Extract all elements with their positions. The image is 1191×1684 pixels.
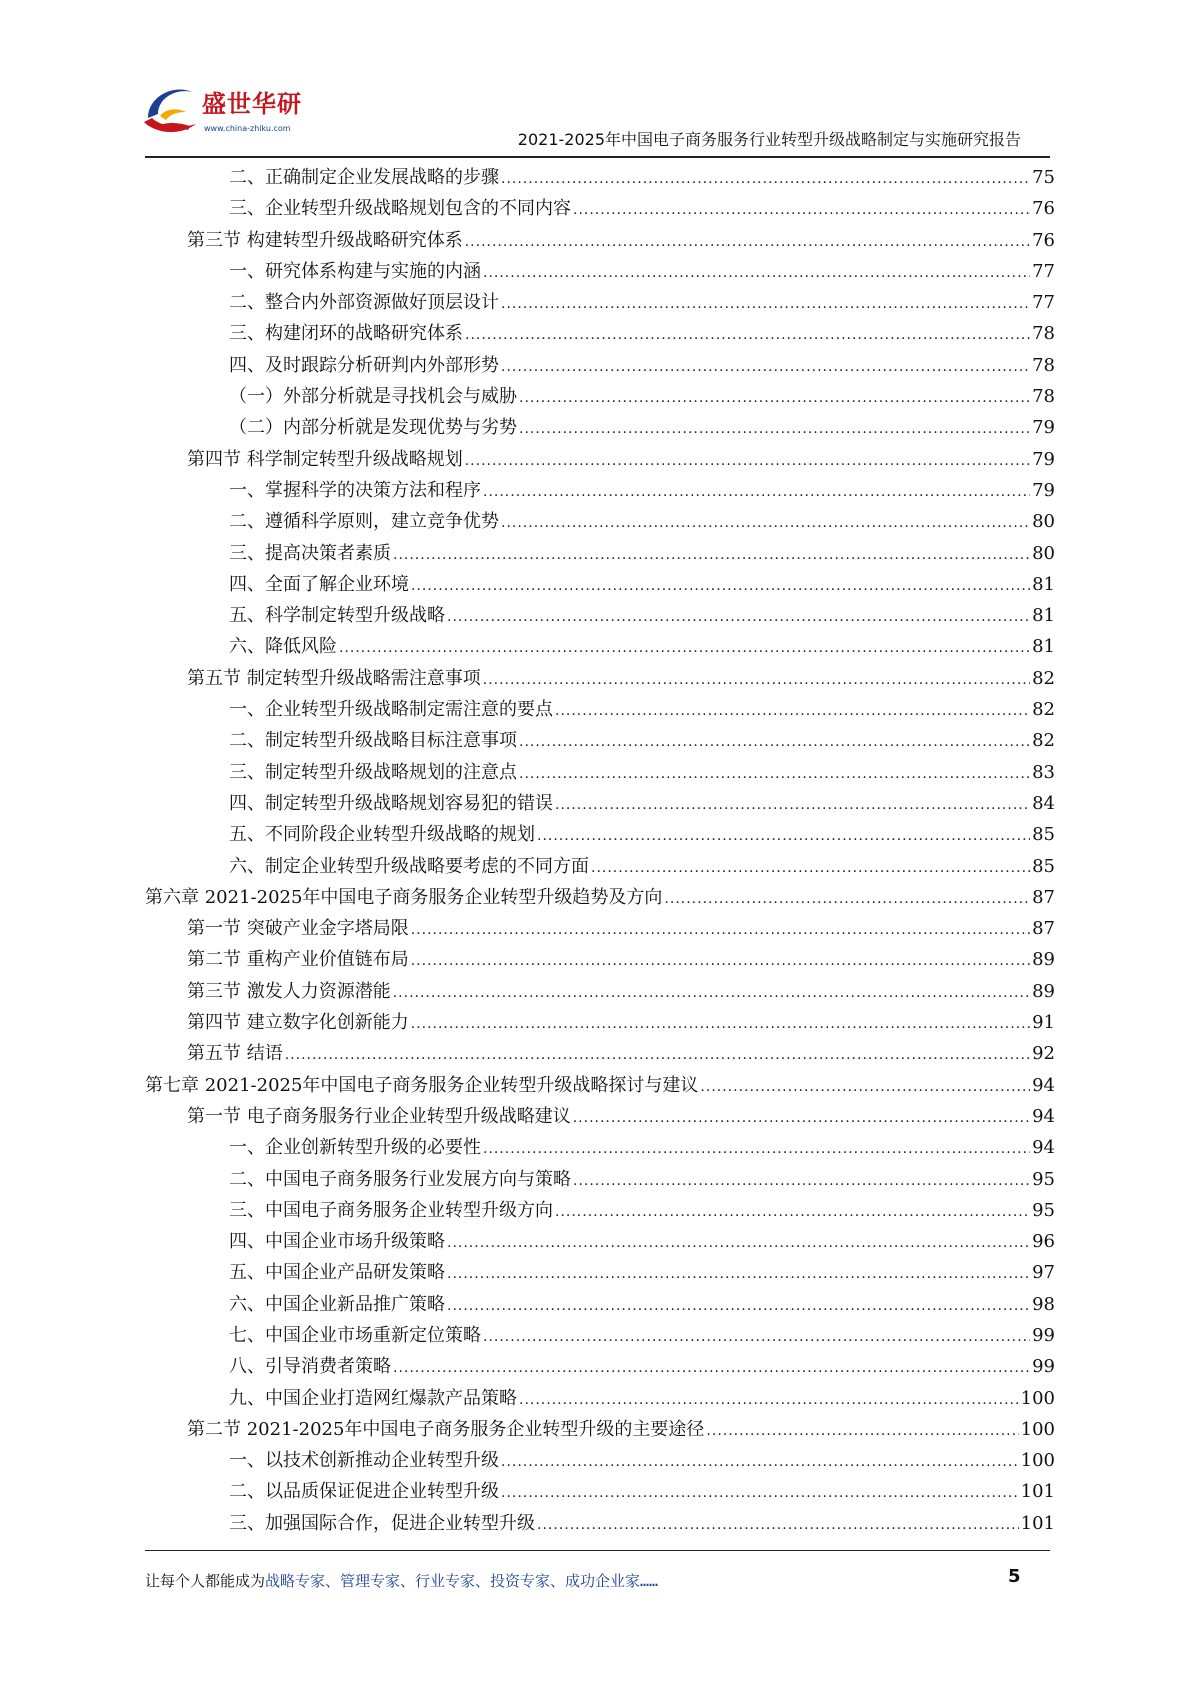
toc-entry-title: 第七章 2021-2025年中国电子商务服务企业转型升级战略探讨与建议 (145, 1074, 699, 1096)
toc-entry-title: 第二节 2021-2025年中国电子商务服务企业转型升级的主要途径 (187, 1418, 705, 1440)
toc-entry[interactable] (145, 1351, 1055, 1382)
footer-slogan-roles: 战略专家、管理专家、行业专家、投资专家、成功企业家…… (265, 1572, 659, 1590)
toc-leader-dots (411, 915, 1030, 946)
toc-leader-dots (519, 414, 1030, 445)
toc-entry-title: 五、中国企业产品研发策略 (229, 1262, 445, 1284)
toc-entry[interactable] (145, 225, 1055, 256)
toc-entry-page: 99 (1032, 1324, 1055, 1346)
toc-entry[interactable] (145, 1289, 1055, 1320)
page-number: 5 (1008, 1566, 1021, 1587)
toc-entry-title: 四、及时跟踪分析研判内外部形势 (229, 354, 499, 376)
toc-entry[interactable] (145, 694, 1055, 725)
toc-entry-title: 第六章 2021-2025年中国电子商务服务企业转型升级趋势及方向 (145, 886, 663, 908)
toc-entry-title: 第三节 构建转型升级战略研究体系 (187, 229, 463, 251)
toc-leader-dots (706, 1416, 1018, 1447)
toc-entry-title: 三、企业转型升级战略规划包含的不同内容 (229, 198, 571, 220)
toc-entry[interactable] (145, 1476, 1055, 1507)
toc-leader-dots (573, 195, 1030, 226)
toc-leader-dots (501, 164, 1030, 195)
toc-entry-page: 98 (1032, 1293, 1055, 1315)
toc-leader-dots (501, 1447, 1019, 1478)
toc-entry[interactable] (145, 913, 1055, 944)
toc-entry-title: 四、全面了解企业环境 (229, 573, 409, 595)
toc-entry-title: 第四节 科学制定转型升级战略规划 (187, 448, 463, 470)
toc-entry-title: 第五节 制定转型升级战略需注意事项 (187, 667, 481, 689)
toc-leader-dots (501, 289, 1030, 320)
toc-entry[interactable] (145, 631, 1055, 662)
logo-text: 盛世华研 (202, 90, 302, 118)
toc-entry-page: 82 (1032, 667, 1055, 689)
toc-entry[interactable] (145, 475, 1055, 506)
toc-entry[interactable] (145, 1257, 1055, 1288)
toc-leader-dots (483, 1322, 1030, 1353)
toc-entry-title: 第四节 建立数字化创新能力 (187, 1012, 409, 1034)
toc-entry-title: 二、制定转型升级战略目标注意事项 (229, 730, 517, 752)
toc-leader-dots (393, 1353, 1030, 1384)
toc-leader-dots (537, 821, 1030, 852)
toc-entry-page: 76 (1032, 198, 1055, 220)
toc-entry-title: 第一节 突破产业金字塔局限 (187, 918, 409, 940)
toc-entry[interactable] (145, 1007, 1055, 1038)
company-logo (140, 78, 320, 152)
toc-entry-page: 100 (1020, 1418, 1055, 1440)
toc-entry-page: 85 (1032, 824, 1055, 846)
toc-entry-page: 79 (1032, 479, 1055, 501)
toc-entry-title: 六、中国企业新品推广策略 (229, 1293, 445, 1315)
toc-leader-dots (285, 1040, 1030, 1071)
toc-entry-title: 五、不同阶段企业转型升级战略的规划 (229, 824, 535, 846)
toc-entry[interactable] (145, 412, 1055, 443)
toc-entry-title: 第二节 重构产业价值链布局 (187, 949, 409, 971)
toc-leader-dots (483, 477, 1030, 508)
toc-entry[interactable] (145, 944, 1055, 975)
toc-entry-page: 81 (1032, 605, 1055, 627)
toc-entry[interactable] (145, 725, 1055, 756)
toc-leader-dots (465, 320, 1030, 351)
logo-url: www.china-zhiku.com (204, 124, 291, 133)
toc-leader-dots (573, 1166, 1030, 1197)
toc-entry-page: 83 (1032, 761, 1055, 783)
toc-entry-page: 81 (1032, 573, 1055, 595)
toc-entry-title: 六、降低风险 (229, 636, 337, 658)
toc-entry-page: 79 (1032, 448, 1055, 470)
toc-entry-title: 八、引导消费者策略 (229, 1356, 391, 1378)
toc-entry[interactable] (145, 1164, 1055, 1195)
toc-entry-title: 一、企业转型升级战略制定需注意的要点 (229, 699, 553, 721)
footer-divider (145, 1550, 1050, 1551)
toc-entry-page: 79 (1032, 417, 1055, 439)
toc-entry-page: 76 (1032, 229, 1055, 251)
toc-entry-page: 80 (1032, 511, 1055, 533)
toc-leader-dots (519, 727, 1030, 758)
toc-entry-page: 101 (1020, 1512, 1055, 1534)
toc-leader-dots (537, 1510, 1019, 1541)
table-of-contents (145, 162, 1055, 1539)
toc-leader-dots (393, 540, 1030, 571)
toc-entry[interactable] (145, 1445, 1055, 1476)
toc-entry-page: 94 (1032, 1137, 1055, 1159)
toc-entry-title: 二、中国电子商务服务行业发展方向与策略 (229, 1168, 571, 1190)
toc-leader-dots (573, 1103, 1030, 1134)
toc-leader-dots (465, 227, 1030, 258)
toc-leader-dots (483, 1134, 1030, 1165)
toc-entry-title: 第五节 结语 (187, 1043, 283, 1065)
toc-entry-page: 89 (1032, 949, 1055, 971)
toc-entry[interactable] (145, 663, 1055, 694)
toc-entry[interactable] (145, 1414, 1055, 1445)
toc-leader-dots (664, 884, 1030, 915)
toc-entry-page: 100 (1020, 1450, 1055, 1472)
toc-leader-dots (447, 1291, 1030, 1322)
toc-leader-dots (483, 665, 1030, 696)
toc-entry[interactable] (145, 506, 1055, 537)
toc-entry-page: 94 (1032, 1105, 1055, 1127)
toc-entry-page: 94 (1032, 1074, 1055, 1096)
toc-leader-dots (519, 759, 1030, 790)
toc-entry-page: 78 (1032, 323, 1055, 345)
toc-leader-dots (465, 446, 1030, 477)
toc-entry-title: 三、制定转型升级战略规划的注意点 (229, 761, 517, 783)
toc-entry-title: 三、加强国际合作，促进企业转型升级 (229, 1512, 535, 1534)
toc-entry-title: 一、掌握科学的决策方法和程序 (229, 479, 481, 501)
toc-entry-title: 二、以品质保证促进企业转型升级 (229, 1481, 499, 1503)
toc-entry-title: 二、整合内外部资源做好顶层设计 (229, 292, 499, 314)
toc-entry-title: （一）外部分析就是寻找机会与威胁 (229, 386, 517, 408)
toc-entry-page: 101 (1020, 1481, 1055, 1503)
toc-entry-page: 77 (1032, 260, 1055, 282)
toc-entry[interactable] (145, 1508, 1055, 1539)
toc-entry-page: 81 (1032, 636, 1055, 658)
toc-entry[interactable] (145, 1070, 1055, 1101)
toc-entry-page: 96 (1032, 1231, 1055, 1253)
toc-entry-page: 91 (1032, 1012, 1055, 1034)
toc-leader-dots (411, 1009, 1030, 1040)
toc-leader-dots (483, 258, 1030, 289)
toc-entry-page: 77 (1032, 292, 1055, 314)
toc-leader-dots (393, 978, 1030, 1009)
toc-entry[interactable] (145, 788, 1055, 819)
toc-entry-page: 82 (1032, 699, 1055, 721)
toc-entry[interactable] (145, 1383, 1055, 1414)
toc-entry-page: 99 (1032, 1356, 1055, 1378)
toc-entry-title: 二、正确制定企业发展战略的步骤 (229, 167, 499, 188)
toc-entry-page: 97 (1032, 1262, 1055, 1284)
toc-entry[interactable] (145, 882, 1055, 913)
toc-entry-page: 89 (1032, 980, 1055, 1002)
toc-entry-title: 三、构建闭环的战略研究体系 (229, 323, 463, 345)
toc-leader-dots (339, 633, 1030, 664)
toc-leader-dots (411, 946, 1030, 977)
toc-entry-page: 95 (1032, 1168, 1055, 1190)
toc-entry[interactable] (145, 256, 1055, 287)
toc-entry-page: 95 (1032, 1199, 1055, 1221)
toc-entry[interactable] (145, 381, 1055, 412)
toc-entry-page: 100 (1020, 1387, 1055, 1409)
header-divider (145, 156, 1050, 158)
toc-entry-page: 92 (1032, 1043, 1055, 1065)
toc-entry[interactable] (145, 1038, 1055, 1069)
footer-slogan-prefix: 让每个人都能成为 (145, 1572, 266, 1590)
toc-entry-page: 87 (1032, 918, 1055, 940)
toc-entry[interactable] (145, 976, 1055, 1007)
toc-entry[interactable] (145, 1320, 1055, 1351)
toc-entry[interactable] (145, 318, 1055, 349)
toc-entry-title: 第三节 激发人力资源潜能 (187, 980, 391, 1002)
toc-entry[interactable] (145, 162, 1055, 193)
toc-leader-dots (555, 790, 1030, 821)
report-title: 2021-2025年中国电子商务服务行业转型升级战略制定与实施研究报告 (517, 130, 1021, 149)
toc-leader-dots (447, 602, 1030, 633)
toc-entry-page: 87 (1032, 886, 1055, 908)
toc-entry-page: 80 (1032, 542, 1055, 564)
toc-entry-title: 九、中国企业打造网红爆款产品策略 (229, 1387, 517, 1409)
logo-emblem-icon (140, 78, 204, 142)
toc-entry[interactable] (145, 287, 1055, 318)
toc-entry[interactable] (145, 1195, 1055, 1226)
toc-entry[interactable] (145, 1132, 1055, 1163)
toc-leader-dots (447, 1259, 1030, 1290)
toc-entry[interactable] (145, 350, 1055, 381)
toc-entry[interactable] (145, 193, 1055, 224)
toc-entry[interactable] (145, 757, 1055, 788)
toc-entry-page: 78 (1032, 386, 1055, 408)
toc-leader-dots (501, 1478, 1019, 1509)
toc-entry-title: 五、科学制定转型升级战略 (229, 605, 445, 627)
toc-entry-title: 一、企业创新转型升级的必要性 (229, 1137, 481, 1159)
toc-leader-dots (555, 1197, 1030, 1228)
toc-entry-title: 一、研究体系构建与实施的内涵 (229, 260, 481, 282)
toc-entry-page: 78 (1032, 354, 1055, 376)
toc-entry-title: （二）内部分析就是发现优势与劣势 (229, 417, 517, 439)
toc-leader-dots (700, 1072, 1030, 1103)
toc-entry-title: 七、中国企业市场重新定位策略 (229, 1324, 481, 1346)
toc-entry[interactable] (145, 538, 1055, 569)
footer-slogan (145, 1570, 658, 1591)
toc-entry-page: 85 (1032, 855, 1055, 877)
toc-entry[interactable] (145, 569, 1055, 600)
toc-leader-dots (501, 352, 1030, 383)
toc-entry-page: 82 (1032, 730, 1055, 752)
toc-entry[interactable] (145, 444, 1055, 475)
toc-leader-dots (519, 383, 1030, 414)
toc-entry-page: 75 (1032, 167, 1055, 188)
toc-entry-page: 84 (1032, 792, 1055, 814)
toc-entry-title: 第一节 电子商务服务行业企业转型升级战略建议 (187, 1105, 571, 1127)
toc-entry[interactable] (145, 1226, 1055, 1257)
toc-entry-title: 一、以技术创新推动企业转型升级 (229, 1450, 499, 1472)
toc-leader-dots (447, 1228, 1030, 1259)
toc-entry[interactable] (145, 600, 1055, 631)
toc-entry-title: 二、遵循科学原则，建立竞争优势 (229, 511, 499, 533)
toc-entry-title: 三、提高决策者素质 (229, 542, 391, 564)
toc-entry[interactable] (145, 851, 1055, 882)
toc-leader-dots (411, 571, 1030, 602)
toc-entry[interactable] (145, 819, 1055, 850)
toc-entry-title: 三、中国电子商务服务企业转型升级方向 (229, 1199, 553, 1221)
toc-entry-title: 六、制定企业转型升级战略要考虑的不同方面 (229, 855, 589, 877)
toc-leader-dots (555, 696, 1030, 727)
toc-entry[interactable] (145, 1101, 1055, 1132)
toc-leader-dots (501, 508, 1030, 539)
toc-leader-dots (591, 853, 1030, 884)
toc-leader-dots (519, 1385, 1019, 1416)
toc-entry-title: 四、中国企业市场升级策略 (229, 1231, 445, 1253)
toc-entry-title: 四、制定转型升级战略规划容易犯的错误 (229, 792, 553, 814)
